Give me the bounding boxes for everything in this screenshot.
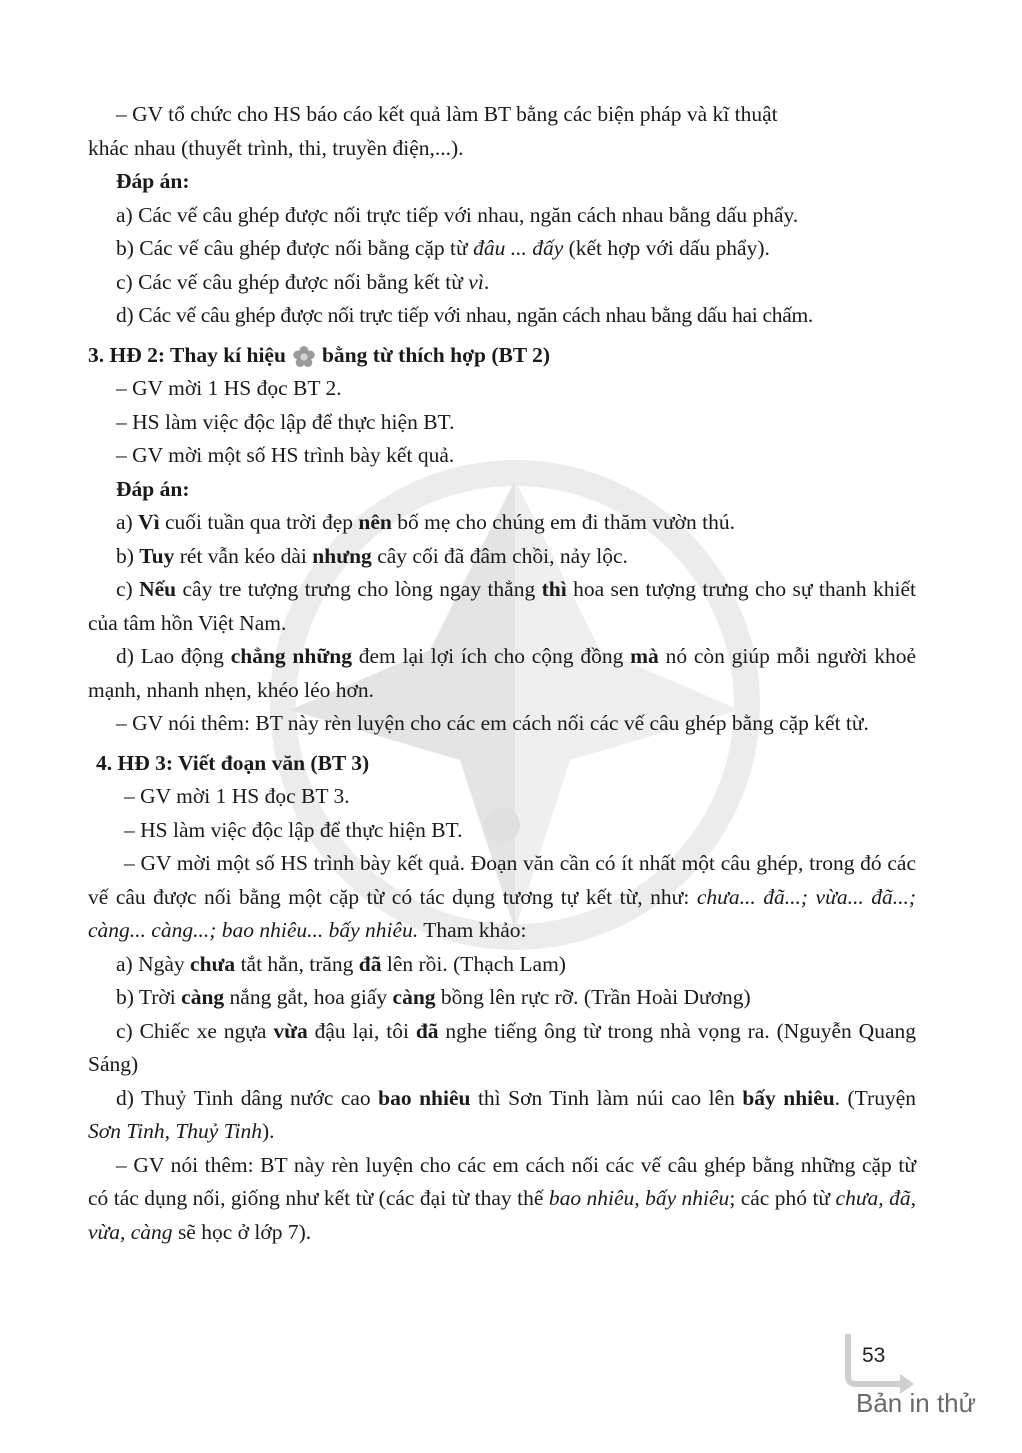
answers-label: Đáp án: xyxy=(116,169,190,193)
hd2-answer-b: b) Tuy rét vẫn kéo dài nhưng cây cối đã đâm chồi, nảy lộc. xyxy=(116,543,628,568)
hd2-answer-c: c) Nếu cây tre tượng trưng cho lòng ngay thẳng thì hoa sen tượng trưng cho sự thanh khiết của tâm hồn Việt Nam. xyxy=(88,577,916,635)
hd2-answer-d: d) Lao động chẳng những đem lại lợi ích cho cộng đồng mà nó còn giúp mỗi người khoẻ mạnh, nhanh nhẹn, khéo léo hơn. xyxy=(88,644,916,702)
hd3-example-d: d) Thuỷ Tinh dâng nước cao bao nhiêu thì Sơn Tinh làm núi cao lên bấy nhiêu. (Truyện Sơn Tinh, Thuỷ Tinh). xyxy=(88,1085,916,1143)
hd3-example-c: c) Chiếc xe ngựa vừa đậu lại, tôi đã nghe tiếng ông từ trong nhà vọng ra. (Nguyễn Quang Sáng) xyxy=(88,1018,916,1076)
section-heading-hd3: 4. HĐ 3: Viết đoạn văn (BT 3) xyxy=(96,750,370,775)
intro-paragraph: – GV tổ chức cho HS báo cáo kết quả làm BT bằng các biện pháp và kĩ thuật khác nhau (thuyết trình, thi, truyền điện,...). xyxy=(88,102,778,160)
answer-b: b) Các vế câu ghép được nối bằng cặp từ đâu ... đấy (kết hợp với dấu phẩy). xyxy=(116,236,770,260)
answer-d: d) Các vế câu ghép được nối trực tiếp với nhau, ngăn cách nhau bằng dấu hai chấm. xyxy=(116,303,813,327)
draft-label: Bản in thử xyxy=(856,1388,977,1418)
hd2-answers-label: Đáp án: xyxy=(116,476,190,501)
hd3-step-2: – HS làm việc độc lập để thực hiện BT. xyxy=(124,817,463,842)
answer-a: a) Các vế câu ghép được nối trực tiếp với nhau, ngăn cách nhau bằng dấu phẩy. xyxy=(116,202,799,227)
hd2-step-1: – GV mời 1 HS đọc BT 2. xyxy=(116,376,342,400)
hd3-example-a: a) Ngày chưa tắt hẳn, trăng đã lên rồi. (Thạch Lam) xyxy=(116,951,566,976)
hd2-step-2: – HS làm việc độc lập để thực hiện BT. xyxy=(116,409,455,434)
hd2-step-3: – GV mời một số HS trình bày kết quả. xyxy=(116,443,455,467)
hd2-answer-a: a) Vì cuối tuần qua trời đẹp nên bố mẹ cho chúng em đi thăm vườn thú. xyxy=(116,510,735,534)
hd3-note: – GV nói thêm: BT này rèn luyện cho các em cách nối các vế câu ghép bằng những cặp từ có tác dụng nối, giống như kết từ (các đại từ thay thế bao nhiêu, bấy nhiêu; các phó từ chưa, đã, vừa, càng sẽ học ở lớp 7). xyxy=(88,1152,916,1244)
page-footer xyxy=(840,1330,1010,1440)
answer-c: c) Các vế câu ghép được nối bằng kết từ vì. xyxy=(116,269,490,294)
section-heading-hd2: 3. HĐ 2: Thay kí hiệu bằng từ thích hợp (BT 2) xyxy=(88,339,916,373)
page-number: 53 xyxy=(862,1344,886,1367)
page-content xyxy=(88,98,916,1249)
hd3-step-1: – GV mời 1 HS đọc BT 3. xyxy=(124,784,350,808)
hd3-example-b: b) Trời càng nắng gắt, hoa giấy càng bồng lên rực rỡ. (Trần Hoài Dương) xyxy=(116,985,751,1009)
hd2-note: – GV nói thêm: BT này rèn luyện cho các em cách nối các vế câu ghép bằng cặp kết từ. xyxy=(116,711,869,735)
flower-icon xyxy=(292,345,316,369)
hd3-step-3: – GV mời một số HS trình bày kết quả. Đoạn văn cần có ít nhất một câu ghép, trong đó các vế câu được nối bằng một cặp từ có tác dụng tương tự kết từ, như: chưa... đã...; vừa... đã...; càng... càng...; bao nhiêu... bấy nhiêu. Tham khảo: xyxy=(88,851,916,942)
